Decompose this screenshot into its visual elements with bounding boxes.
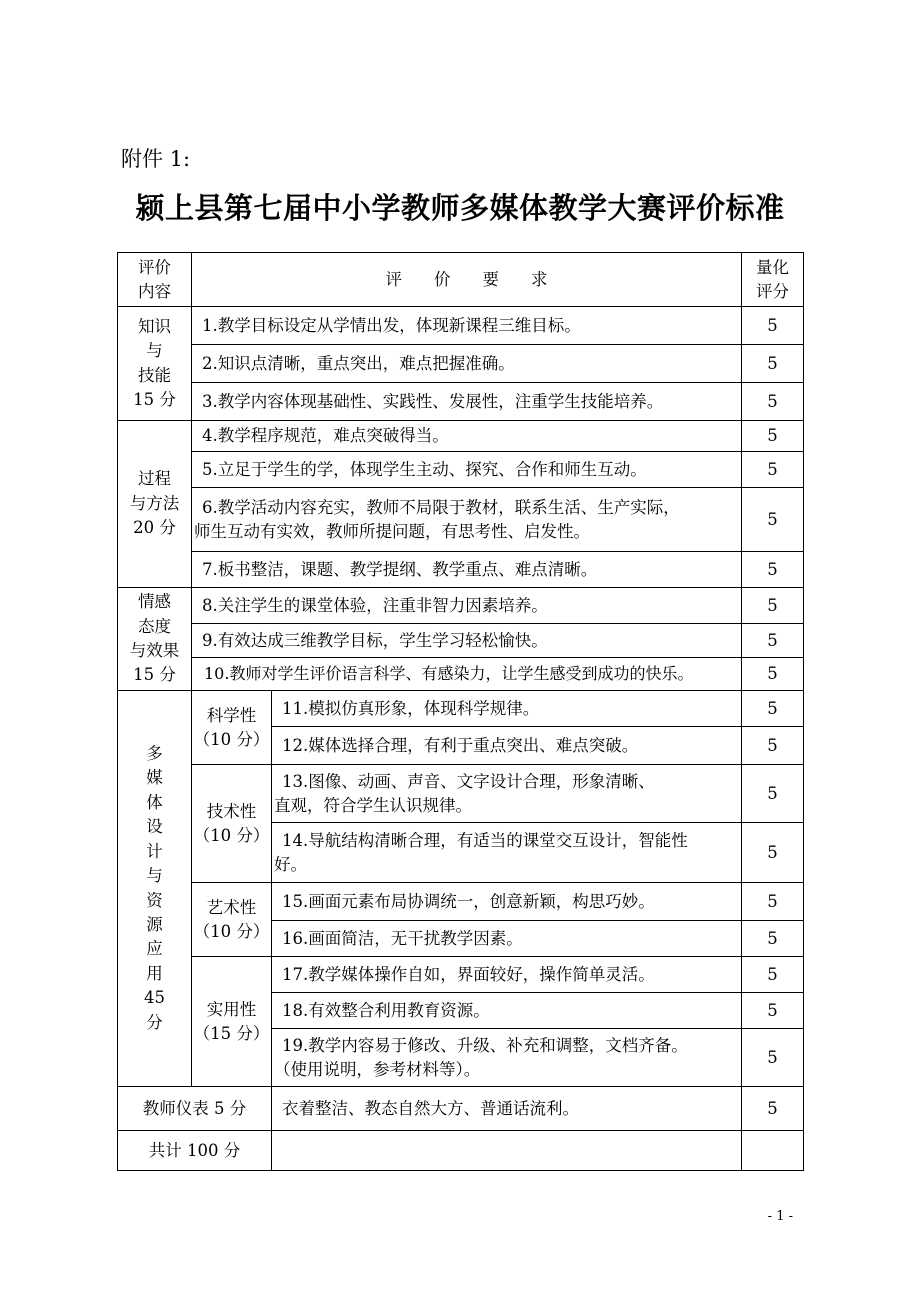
page-title: 颍上县第七届中小学教师多媒体教学大赛评价标准 xyxy=(135,191,785,225)
criterion-text: 11.模拟仿真形象，体现科学规律。 xyxy=(272,691,742,727)
criterion-text: 15.画面元素布局协调统一，创意新颖，构思巧妙。 xyxy=(272,883,742,921)
criterion-text: 13.图像、动画、声音、文字设计合理，形象清晰、 直观，符合学生认识规律。 xyxy=(272,765,742,823)
total-text-empty xyxy=(272,1131,742,1171)
total-label: 共计 100 分 xyxy=(118,1131,272,1171)
table-header-row xyxy=(118,253,804,307)
criterion-score: 5 xyxy=(742,624,804,658)
criterion-text: 1.教学目标设定从学情出发，体现新课程三维目标。 xyxy=(192,307,742,345)
table-row xyxy=(118,383,804,421)
criterion-score: 5 xyxy=(742,957,804,993)
section-process-method: 过程 与方法 20 分 xyxy=(118,421,192,588)
criterion-text: 4.教学程序规范，难点突破得当。 xyxy=(192,421,742,452)
criterion-text: 2.知识点清晰，重点突出，难点把握准确。 xyxy=(192,345,742,383)
table-row xyxy=(118,345,804,383)
appearance-label: 教师仪表 5 分 xyxy=(118,1087,272,1131)
criterion-score: 5 xyxy=(742,765,804,823)
criterion-text: 14.导航结构清晰合理，有适当的课堂交互设计，智能性 好。 xyxy=(272,823,742,883)
table-row xyxy=(118,1087,804,1131)
table-row xyxy=(118,452,804,488)
evaluation-table xyxy=(117,252,804,1171)
table-row xyxy=(118,552,804,588)
group-technical: 技术性 （10 分） xyxy=(192,765,272,883)
table-row xyxy=(118,421,804,452)
criterion-score: 5 xyxy=(742,658,804,691)
criterion-text: 3.教学内容体现基础性、实践性、发展性，注重学生技能培养。 xyxy=(192,383,742,421)
criterion-text: 12.媒体选择合理，有利于重点突出、难点突破。 xyxy=(272,727,742,765)
table-row xyxy=(118,1131,804,1171)
criterion-text: 衣着整洁、教态自然大方、普通话流利。 xyxy=(272,1087,742,1131)
section-multimedia-design: 多 媒 体 设 计 与 资 源 应 用 45 分 xyxy=(118,691,192,1087)
criterion-text: 6.教学活动内容充实，教师不局限于教材，联系生活、生产实际， 师生互动有实效，教师所提问题，有思考性、启发性。 xyxy=(192,488,742,552)
criterion-score: 5 xyxy=(742,421,804,452)
table-row xyxy=(118,588,804,624)
criterion-text: 17.教学媒体操作自如，界面较好，操作简单灵活。 xyxy=(272,957,742,993)
table-row xyxy=(118,488,804,552)
criterion-score: 5 xyxy=(742,691,804,727)
header-score: 量化 评分 xyxy=(742,253,804,307)
criterion-score: 5 xyxy=(742,1029,804,1087)
group-artistic: 艺术性 （10 分） xyxy=(192,883,272,957)
criterion-text: 19.教学内容易于修改、升级、补充和调整，文档齐备。 （使用说明，参考材料等）。 xyxy=(272,1029,742,1087)
section-knowledge-skills: 知识 与 技能 15 分 xyxy=(118,307,192,421)
total-score-empty xyxy=(742,1131,804,1171)
criterion-text: 8.关注学生的课堂体验，注重非智力因素培养。 xyxy=(192,588,742,624)
criterion-score: 5 xyxy=(742,588,804,624)
criterion-score: 5 xyxy=(742,552,804,588)
criterion-score: 5 xyxy=(742,307,804,345)
group-practical: 实用性 （15 分） xyxy=(192,957,272,1087)
criterion-text: 18.有效整合利用教育资源。 xyxy=(272,993,742,1029)
criterion-text: 16.画面简洁，无干扰教学因素。 xyxy=(272,921,742,957)
table-row xyxy=(118,765,804,823)
criterion-score: 5 xyxy=(742,727,804,765)
table-row xyxy=(118,307,804,345)
criterion-score: 5 xyxy=(742,488,804,552)
criterion-text: 9.有效达成三维教学目标，学生学习轻松愉快。 xyxy=(192,624,742,658)
criterion-score: 5 xyxy=(742,921,804,957)
criterion-text: 10.教师对学生评价语言科学、有感染力，让学生感受到成功的快乐。 xyxy=(192,658,742,691)
header-content: 评价 内容 xyxy=(118,253,192,307)
criterion-text: 7.板书整洁，课题、教学提纲、教学重点、难点清晰。 xyxy=(192,552,742,588)
criterion-score: 5 xyxy=(742,1087,804,1131)
criterion-score: 5 xyxy=(742,345,804,383)
table-row xyxy=(118,883,804,921)
criterion-text: 5.立足于学生的学，体现学生主动、探究、合作和师生互动。 xyxy=(192,452,742,488)
table-row xyxy=(118,957,804,993)
criterion-score: 5 xyxy=(742,383,804,421)
section-emotion-attitude: 情感 态度 与效果 15 分 xyxy=(118,588,192,691)
table-row xyxy=(118,691,804,727)
attachment-label: 附件 1: xyxy=(121,147,191,171)
group-scientific: 科学性 （10 分） xyxy=(192,691,272,765)
page-number: - 1 - xyxy=(767,1209,793,1224)
criterion-score: 5 xyxy=(742,993,804,1029)
criterion-score: 5 xyxy=(742,883,804,921)
table-row xyxy=(118,658,804,691)
criterion-score: 5 xyxy=(742,452,804,488)
header-requirement: 评价要求 xyxy=(192,253,742,307)
criterion-score: 5 xyxy=(742,823,804,883)
table-row xyxy=(118,624,804,658)
